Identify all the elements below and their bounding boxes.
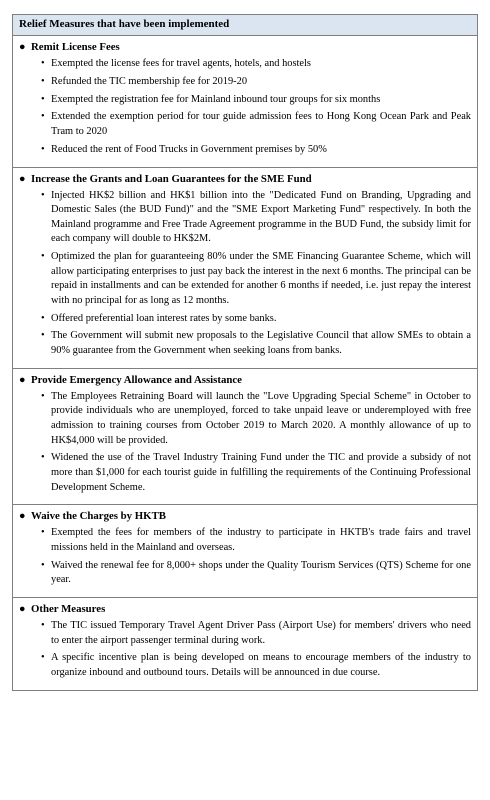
measure-item-text: The Government will submit new proposals to the Legislative Council that allow SMEs to obtain a 90% guarantee from the Government when seeking loans from banks. [51, 330, 471, 356]
measure-item-text: Exempted the license fees for travel agents, hotels, and hostels [51, 58, 311, 69]
measure-item-text: Exempted the registration fee for Mainland inbound tour groups for six months [51, 93, 381, 105]
measure-section [12, 36, 478, 168]
measure-item [41, 143, 471, 158]
bullet-dot-icon: • [41, 652, 45, 664]
section-title-text: Remit License Fees [31, 41, 120, 53]
measure-item [41, 250, 471, 308]
measure-list [19, 189, 471, 359]
measure-item [41, 619, 471, 648]
measure-section [12, 598, 478, 691]
measure-item-text: Extended the exemption period for tour guide admission fees to Hong Kong Ocean Park and Peak Tram to 2020 [51, 111, 471, 137]
measure-section [12, 369, 478, 506]
bullet-icon: ● [19, 172, 26, 185]
measure-item [41, 329, 471, 358]
section-title-text: Waive the Charges by HKTB [31, 510, 166, 523]
section-title [19, 172, 471, 186]
bullet-dot-icon: • [41, 620, 45, 632]
measure-item-text: The Employees Retraining Board will launch the "Love Upgrading Special Scheme" in October to provide individuals who are unemployed, forced to take unpaid leave or underemployed with free admission to training courses from October 2019 to March 2020. A monthly allowance of up to HK$4,000 will be provided. [51, 390, 471, 446]
section-title-text: Other Measures [31, 603, 106, 616]
measure-item-text: A specific incentive plan is being developed on means to encourage members of the industry to organize inbound and outbound tours. Details will be announced in due course. [51, 652, 471, 679]
measure-item [41, 93, 471, 108]
bullet-dot-icon: • [41, 75, 45, 87]
bullet-dot-icon: • [41, 93, 45, 105]
section-title [19, 509, 471, 523]
section-title [19, 602, 471, 616]
bullet-dot-icon: • [41, 189, 45, 201]
measure-item [41, 651, 471, 680]
measure-item-text: Optimized the plan for guaranteeing 80% under the SME Financing Guarantee Scheme, which will allow participating enterprises to just pay back the interest in the next 6 months. The principal can be repaid in installments and can be extended for another 6 months if needed, i.e. just repay the interest with no principal for as long as 12 months. [51, 251, 471, 306]
measure-item-text: Refunded the TIC membership fee for 2019-20 [51, 75, 248, 87]
bullet-dot-icon: • [41, 143, 45, 155]
section-title-text: Increase the Grants and Loan Guarantees for the SME Fund [31, 172, 312, 185]
bullet-dot-icon: • [41, 251, 45, 263]
measure-item [41, 526, 471, 555]
measure-item-text: Injected HK$2 billion and HK$1 billion into the "Dedicated Fund on Branding, Upgrading and Domestic Sales (the BUD Fund)" and the "SME Export Marketing Fund" respectively. In both the Mainland programme and Free Trade Agreement programme in the BUD Fund, the subsidy limit for each company will double to HK$2M. [51, 189, 471, 245]
measure-item [41, 57, 471, 72]
measure-item [41, 559, 471, 588]
measure-item [41, 451, 471, 495]
section-title-text: Provide Emergency Allowance and Assistance [31, 373, 242, 386]
measure-item [41, 312, 471, 327]
measure-item [41, 189, 471, 247]
measure-item [41, 390, 471, 448]
measure-item [41, 75, 471, 90]
bullet-dot-icon: • [41, 312, 45, 324]
table-header: Relief Measures that have been implemented [12, 14, 478, 36]
measure-list [19, 390, 471, 495]
bullet-dot-icon: • [41, 527, 45, 539]
section-title [19, 373, 471, 387]
measure-item-text: Widened the use of the Travel Industry Training Fund under the TIC and provide a subsidy of not more than $1,000 for each tourist guide in fulfilling the requirements of the Continuing Professional Development Scheme. [51, 452, 471, 493]
measure-list [19, 619, 471, 681]
measure-item-text: Offered preferential loan interest rates by some banks. [51, 312, 277, 324]
bullet-dot-icon: • [41, 559, 45, 571]
measure-item-text: Waived the renewal fee for 8,000+ shops under the Quality Tourism Services (QTS) Scheme for one year. [51, 559, 471, 586]
measure-item-text: The TIC issued Temporary Travel Agent Driver Pass (Airport Use) for members' drivers who need to enter the airport passenger terminal during work. [51, 620, 471, 646]
measure-section [12, 505, 478, 598]
section-title [19, 40, 471, 54]
relief-measures-table [12, 14, 478, 691]
bullet-icon: ● [19, 510, 26, 523]
bullet-icon: ● [19, 373, 26, 386]
measure-list [19, 526, 471, 588]
bullet-icon: ● [19, 41, 26, 53]
measure-section [12, 168, 478, 369]
bullet-dot-icon: • [41, 330, 45, 342]
sections-container [12, 36, 478, 691]
bullet-dot-icon: • [41, 58, 45, 69]
measure-list [19, 57, 471, 157]
bullet-dot-icon: • [41, 390, 45, 402]
bullet-dot-icon: • [41, 452, 45, 464]
measure-item-text: Reduced the rent of Food Trucks in Government premises by 50% [51, 143, 327, 155]
measure-item [41, 110, 471, 139]
bullet-icon: ● [19, 603, 26, 616]
bullet-dot-icon: • [41, 111, 45, 123]
measure-item-text: Exempted the fees for members of the industry to participate in HKTB's trade fairs and travel missions held in the Mainland and overseas. [51, 527, 471, 553]
